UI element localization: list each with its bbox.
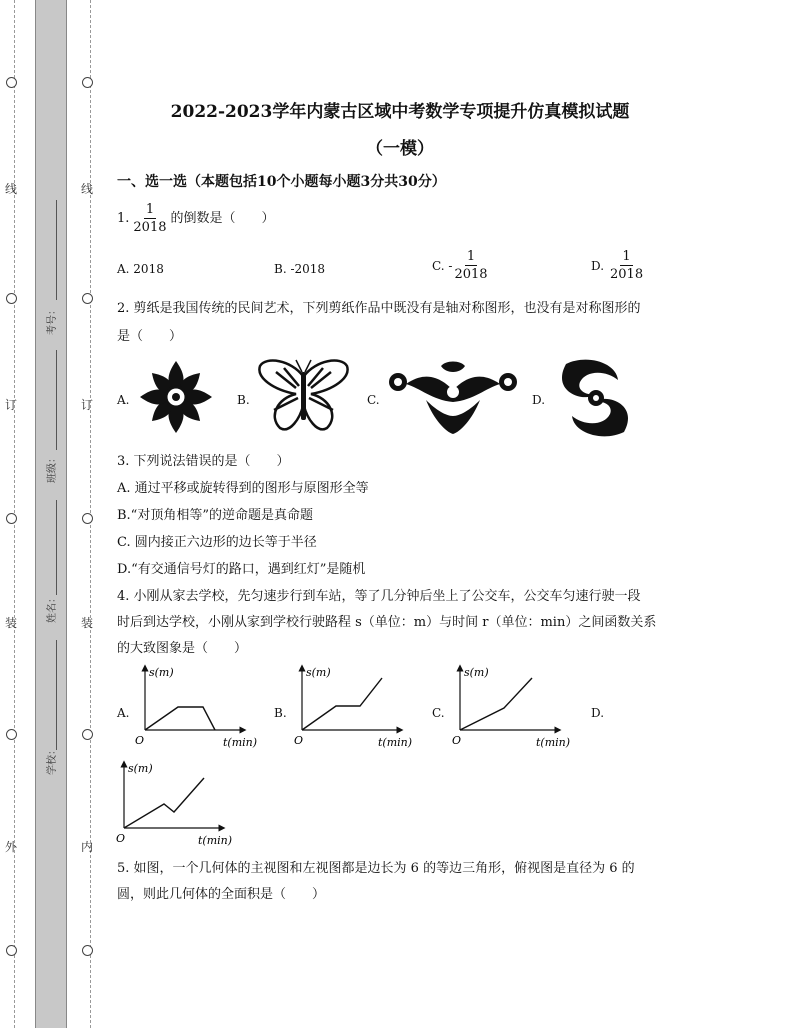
paper-cut-pattern-image	[386, 360, 520, 436]
option-a[interactable]: A.	[117, 393, 130, 407]
option-b[interactable]: B.	[237, 393, 250, 407]
margin-char: 内	[81, 840, 94, 854]
y-axis-label: s(m)	[149, 666, 174, 679]
binding-strip	[35, 0, 67, 1028]
margin-char: 装	[5, 616, 18, 630]
margin-char: 订	[81, 398, 94, 412]
y-axis-label: s(m)	[464, 666, 489, 679]
question-5-line1: 5. 如图，一个几何体的主视图和左视图都是边长为 6 的等边三角形，俯视图是直径为 6 的	[117, 861, 635, 876]
graph-a	[133, 662, 259, 752]
x-axis-label: t(min)	[378, 736, 413, 749]
exam-subtitle: （一模）	[366, 139, 434, 159]
x-axis-label: t(min)	[198, 834, 233, 847]
option-a[interactable]: A. 通过平移或旋转得到的图形与原图形全等	[117, 481, 369, 496]
origin-label: O	[135, 734, 145, 747]
margin-char: 装	[81, 616, 94, 630]
section-heading: 一、选一选（本题包括10个小题每小题3分共30分）	[117, 174, 446, 190]
field-label-name: 姓名：	[47, 593, 58, 623]
fraction: $\frac{1}{2018}$	[133, 202, 167, 235]
paper-cut-butterfly-image	[256, 358, 351, 438]
origin-label: O	[116, 832, 126, 845]
margin-char: 订	[5, 398, 18, 412]
margin-char: 线	[5, 182, 18, 196]
option-d[interactable]: D.	[591, 706, 605, 720]
binding-hole	[82, 293, 93, 304]
binding-hole	[82, 513, 93, 524]
question-4-line1: 4. 小刚从家去学校，先匀速步行到车站，等了几分钟后坐上了公交车，公交车匀速行驶一段	[117, 589, 641, 604]
option-c[interactable]: C. - $\frac{1}{2018}$	[432, 249, 488, 282]
question-1	[117, 201, 275, 236]
option-a[interactable]: A.	[117, 706, 130, 720]
exam-title: 2022-2023学年内蒙古区域中考数学专项提升仿真模拟试题	[170, 102, 630, 122]
binding-hole	[6, 293, 17, 304]
field-line-name[interactable]	[56, 500, 57, 595]
x-axis-label: t(min)	[223, 736, 258, 749]
question-4-line2: 时后到达学校，小刚从家到学校行驶路程 s（单位：m）与时间 r（单位：min）之间函数关系	[117, 615, 657, 630]
option-d[interactable]: D.“有交通信号灯的路口，遇到红灯”是随机	[117, 562, 366, 577]
question-4-line3: 的大致图象是（ ）	[117, 641, 248, 656]
field-line-class[interactable]	[56, 350, 57, 450]
y-axis-label: s(m)	[128, 762, 153, 775]
field-line-exam-number[interactable]	[56, 200, 57, 300]
question-number: 1.	[117, 211, 130, 226]
field-label-exam-number: 考号：	[47, 305, 58, 335]
origin-label: O	[294, 734, 304, 747]
fraction: $\frac{1}{2018}$	[454, 249, 488, 282]
field-label-school: 学校：	[47, 745, 58, 775]
margin-char: 外	[5, 840, 18, 854]
paper-cut-swirl-image	[556, 356, 634, 440]
option-b[interactable]: B.“对顶角相等”的逆命题是真命题	[117, 508, 313, 523]
option-c[interactable]: C. 圆内接正六边形的边长等于半径	[117, 535, 317, 550]
binding-hole	[82, 729, 93, 740]
field-label-class: 班级：	[47, 453, 58, 483]
question-2-line1: 2. 剪纸是我国传统的民间艺术，下列剪纸作品中既没有是轴对称图形，也没有是对称图形的	[117, 301, 641, 316]
option-b[interactable]: B. -2018	[274, 262, 326, 276]
question-2-line2: 是（ ）	[117, 329, 183, 344]
question-3: 3. 下列说法错误的是（ ）	[117, 454, 290, 469]
fraction: $\frac{1}{2018}$	[610, 249, 644, 282]
option-d[interactable]: D. $\frac{1}{2018}$	[591, 249, 644, 282]
binding-hole	[82, 945, 93, 956]
binding-hole	[6, 77, 17, 88]
x-axis-label: t(min)	[536, 736, 571, 749]
binding-hole	[6, 945, 17, 956]
binding-hole	[6, 729, 17, 740]
option-d[interactable]: D.	[532, 393, 546, 407]
margin-char: 线	[81, 182, 94, 196]
binding-hole	[82, 77, 93, 88]
option-c[interactable]: C.	[432, 706, 445, 720]
graph-c	[448, 662, 574, 752]
graph-d	[112, 758, 238, 850]
field-line-school[interactable]	[56, 640, 57, 750]
question-5-line2: 圆，则此几何体的全面积是（ ）	[117, 887, 326, 902]
origin-label: O	[452, 734, 462, 747]
option-a[interactable]: A. 2018	[117, 262, 164, 276]
binding-hole	[6, 513, 17, 524]
question-text: 的倒数是（ ）	[170, 211, 275, 226]
paper-cut-flower-image	[134, 357, 219, 437]
y-axis-label: s(m)	[306, 666, 331, 679]
option-c[interactable]: C.	[367, 393, 380, 407]
graph-b	[290, 662, 416, 752]
option-b[interactable]: B.	[274, 706, 287, 720]
